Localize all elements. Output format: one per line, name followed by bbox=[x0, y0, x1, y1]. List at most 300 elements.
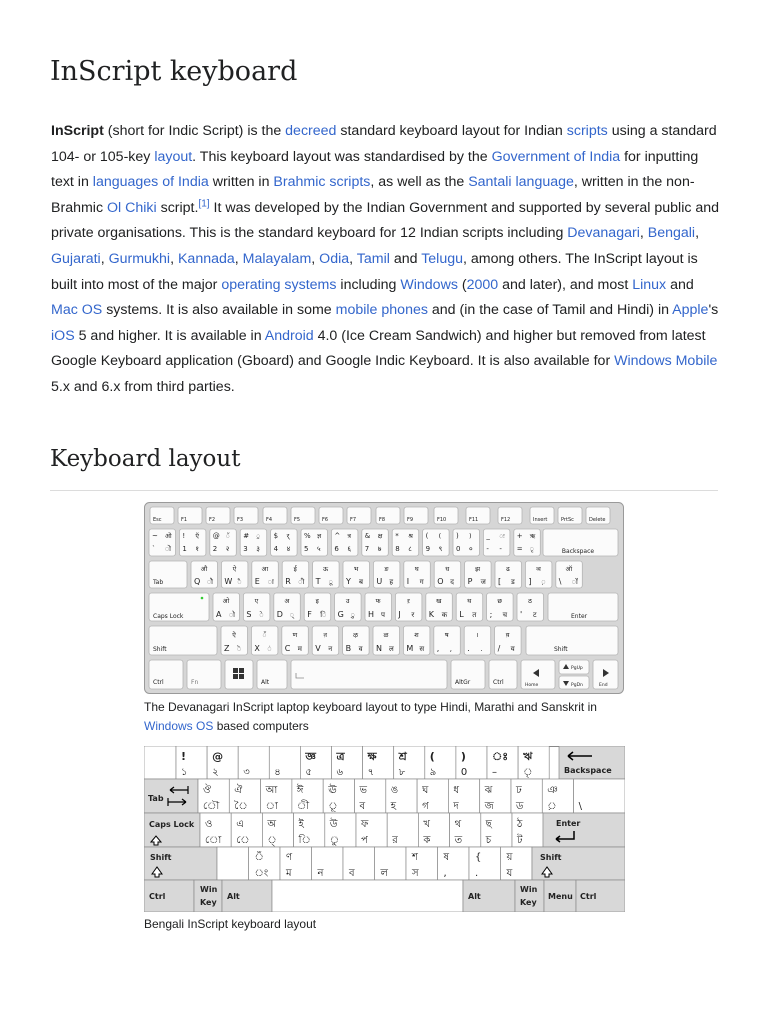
article-link[interactable]: Bengali bbox=[647, 225, 696, 242]
key-label: Menu bbox=[548, 892, 573, 901]
key-label: ন bbox=[317, 868, 324, 879]
key-label: । bbox=[475, 631, 479, 639]
key-label: ত্র bbox=[336, 750, 345, 763]
key-label: ५ bbox=[317, 545, 321, 553]
key-label: Ctrl bbox=[493, 679, 504, 686]
key-label: Key bbox=[520, 898, 537, 907]
key-label: ढ bbox=[506, 565, 510, 573]
windows-os-link[interactable]: Windows OS bbox=[144, 719, 214, 733]
key-label: ) bbox=[456, 532, 459, 540]
key-label: W bbox=[224, 577, 233, 586]
key-label: = bbox=[516, 545, 523, 553]
text-run: , bbox=[170, 250, 178, 267]
key-label: Ctrl bbox=[153, 679, 164, 686]
key-label: T bbox=[315, 577, 321, 586]
key-label: H bbox=[368, 610, 375, 619]
key-label: ० bbox=[469, 545, 473, 553]
key-label: ऴ bbox=[353, 631, 359, 639]
article-link[interactable]: Devanagari bbox=[567, 225, 640, 242]
key-label: X bbox=[254, 644, 260, 653]
key-label: ৌ bbox=[203, 801, 220, 812]
key-label: क्ष bbox=[377, 532, 383, 540]
key-label: ড bbox=[516, 801, 524, 812]
key-label: फ bbox=[375, 597, 381, 605]
key-label: ् bbox=[289, 611, 294, 619]
key-label: ृ bbox=[529, 545, 534, 553]
text-run: , bbox=[100, 250, 109, 267]
text-run: 5 and higher. It is available in bbox=[74, 327, 265, 344]
key-label: ; bbox=[489, 610, 493, 619]
key-label: - bbox=[486, 545, 489, 553]
text-run: including bbox=[336, 276, 401, 293]
key-label: ं bbox=[267, 645, 272, 653]
key-label: ঞ bbox=[547, 785, 558, 796]
key-label: D bbox=[276, 610, 283, 619]
key-label: র bbox=[392, 835, 398, 846]
key-label: ূ bbox=[328, 801, 338, 812]
key-label: E bbox=[254, 577, 260, 586]
key-label: Backspace bbox=[561, 548, 595, 555]
key-label: ফ bbox=[361, 819, 369, 830]
key-label: খ bbox=[423, 819, 430, 830]
text-run: script. bbox=[156, 199, 199, 216]
key-label: Tab bbox=[153, 579, 164, 586]
key-label: M bbox=[406, 644, 414, 653]
article-link[interactable]: scripts bbox=[566, 123, 608, 139]
article-link[interactable]: Tamil bbox=[356, 250, 390, 267]
key-label: य़ bbox=[505, 631, 510, 639]
article-link[interactable]: Santali language bbox=[468, 174, 574, 191]
key-label: স bbox=[412, 868, 419, 879]
key-label: ( bbox=[425, 532, 429, 540]
key-label: त्र bbox=[347, 532, 351, 540]
key-label: ऐ bbox=[232, 565, 237, 573]
key-label: ল bbox=[380, 868, 388, 879]
key-label: ৪ bbox=[274, 767, 281, 778]
key-label: ে bbox=[236, 835, 250, 846]
key-label: र् bbox=[286, 532, 290, 540]
key-label: য bbox=[506, 868, 513, 879]
section-heading-keyboard-layout: Keyboard layout bbox=[50, 446, 241, 472]
key-label: ঠ bbox=[517, 819, 523, 830]
key-label: - bbox=[499, 545, 502, 553]
key-label: ू bbox=[328, 578, 333, 586]
key-label: त bbox=[472, 611, 477, 619]
text-run: using a standard 104- or 105-key bbox=[51, 123, 717, 165]
key-label: ! bbox=[182, 532, 186, 540]
key-label: F10 bbox=[437, 517, 447, 523]
key-label: ख bbox=[436, 597, 442, 605]
key-label: र bbox=[411, 611, 415, 619]
key-label: द bbox=[450, 578, 454, 586]
key-label: ছ bbox=[485, 819, 492, 830]
key-label: Delete bbox=[589, 517, 606, 523]
key-label: / bbox=[497, 644, 501, 653]
text-run: and (in the case of Tamil and Hindi) in bbox=[427, 302, 673, 319]
article-link[interactable]: layout bbox=[154, 148, 193, 165]
key-label: থ bbox=[454, 819, 462, 830]
article-link[interactable]: Gurmukhi bbox=[108, 250, 171, 267]
key-label: ऊ bbox=[323, 565, 329, 573]
key-label: ु bbox=[350, 611, 355, 619]
key-label: L bbox=[459, 610, 464, 619]
text-run: It was developed by the Indian Government and supported by several public and private organisations. This is the standard keyboard for 12 Indian scripts including bbox=[51, 199, 720, 242]
key-label: চ bbox=[485, 835, 492, 846]
bengali-keyboard-figure bbox=[144, 746, 625, 912]
key-label: Enter bbox=[556, 819, 581, 828]
key-label: ঁ bbox=[254, 852, 264, 863]
key-label: क bbox=[441, 611, 448, 619]
key-label: ) bbox=[460, 750, 466, 763]
key bbox=[291, 660, 447, 689]
key-label: 9 bbox=[425, 545, 431, 553]
key-label: ९ bbox=[438, 545, 443, 553]
key-label: ৮ bbox=[398, 767, 406, 778]
key-label: Shift bbox=[150, 853, 172, 862]
key-label: ै bbox=[237, 578, 242, 586]
key-label: P bbox=[467, 577, 473, 586]
section-divider bbox=[50, 490, 718, 491]
key-label: Enter bbox=[571, 613, 588, 620]
key-label: শ্র bbox=[398, 750, 407, 763]
key-label: S bbox=[246, 610, 252, 619]
text-run: systems. It is also available in some bbox=[102, 302, 336, 319]
key-label: . bbox=[467, 644, 470, 653]
key-label: ज bbox=[480, 578, 486, 586]
key-label: + bbox=[516, 532, 523, 540]
key-label: \ bbox=[578, 801, 582, 812]
article-link[interactable]: Windows Mobile bbox=[614, 353, 718, 370]
page-title: InScript keyboard bbox=[50, 56, 298, 87]
key bbox=[272, 880, 463, 912]
key-label: ক্ষ bbox=[367, 750, 377, 763]
key-label: * bbox=[395, 532, 399, 540]
text-run: written in bbox=[208, 174, 274, 191]
key-label: I bbox=[406, 577, 410, 586]
key-label: এ bbox=[236, 819, 244, 830]
key-label: ৃ bbox=[523, 767, 533, 778]
key-label: ঃ bbox=[492, 750, 509, 763]
key bbox=[501, 847, 533, 880]
key-label: ঐ bbox=[234, 785, 243, 796]
key-label: ३ bbox=[256, 545, 260, 553]
key-label: ী bbox=[296, 801, 310, 812]
key-label: झ bbox=[475, 565, 481, 573]
key-label: ई bbox=[293, 565, 297, 573]
key-label: ॆ bbox=[237, 645, 242, 653]
devanagari-keyboard-figure bbox=[144, 502, 624, 694]
article-link[interactable]: Android bbox=[264, 327, 314, 344]
key-label: V bbox=[315, 644, 321, 653]
key-label: PgDn bbox=[571, 683, 583, 688]
article-link[interactable]: Mac OS bbox=[51, 302, 103, 319]
key-label: ऋ bbox=[529, 532, 536, 540]
key-label: श bbox=[414, 631, 419, 639]
text-run: , bbox=[639, 225, 648, 242]
key-label: ১ bbox=[181, 767, 188, 778]
key-label: च bbox=[502, 611, 508, 619]
key-label: Caps Lock bbox=[153, 613, 184, 620]
key-label: া bbox=[265, 801, 278, 812]
key-label: K bbox=[428, 610, 435, 619]
key-label: ' bbox=[520, 610, 523, 619]
key-label: PrtSc bbox=[561, 517, 574, 523]
key-label: ट bbox=[533, 611, 537, 619]
key-label: & bbox=[364, 532, 371, 540]
key-label: ौ bbox=[207, 578, 213, 586]
key-label: ग bbox=[419, 578, 424, 586]
key-label: Caps Lock bbox=[149, 820, 195, 829]
key-label: श्र bbox=[408, 532, 413, 540]
intro-paragraph bbox=[51, 119, 721, 401]
text-run: 5.x and 6.x from third parties. bbox=[51, 378, 235, 395]
key-label: C bbox=[284, 644, 291, 653]
key-label: ং bbox=[254, 868, 269, 879]
figure-caption-bengali: Bengali InScript keyboard layout bbox=[144, 917, 317, 931]
key-label: 5 bbox=[304, 545, 309, 553]
text-run: 's bbox=[708, 302, 719, 319]
key-label: ॅ bbox=[225, 532, 230, 540]
article-link[interactable]: mobile phones bbox=[335, 302, 428, 319]
key-label: ऎ bbox=[232, 631, 236, 639]
key-label: Ctrl bbox=[149, 892, 166, 901]
key-label: জ bbox=[484, 801, 494, 812]
key-label: ज्ञ bbox=[317, 532, 322, 540]
key-label: Z bbox=[224, 644, 230, 653]
key-label: छ bbox=[497, 597, 502, 605]
key-label: इ bbox=[315, 597, 319, 605]
key-label: ৫ bbox=[305, 767, 312, 778]
key-label: 2 bbox=[212, 545, 218, 553]
key bbox=[343, 847, 375, 880]
key-label: AltGr bbox=[455, 679, 471, 686]
key-label: ধ bbox=[453, 785, 460, 796]
key-label: म bbox=[297, 645, 302, 653]
key-label: য় bbox=[506, 852, 513, 863]
key bbox=[469, 847, 501, 880]
key bbox=[438, 847, 470, 880]
key-label: ( bbox=[429, 750, 435, 763]
key-label: ভ bbox=[359, 785, 367, 796]
term-bold: InScript bbox=[51, 123, 104, 139]
key-label: Alt bbox=[468, 892, 481, 901]
key-label: Alt bbox=[261, 679, 270, 686]
key-label: , bbox=[443, 868, 447, 879]
key-label: प bbox=[381, 611, 385, 619]
article-link[interactable]: Telugu bbox=[421, 250, 464, 267]
key-label: ः bbox=[499, 532, 505, 540]
key-label: O bbox=[437, 577, 444, 586]
key bbox=[217, 847, 249, 880]
key-label: Shift bbox=[554, 646, 568, 653]
key-label: े bbox=[259, 611, 264, 619]
article-link[interactable]: Gujarati bbox=[51, 250, 101, 267]
key-label: ॉ bbox=[571, 578, 578, 586]
key-label: य bbox=[510, 645, 515, 653]
article-link[interactable]: 2000 bbox=[466, 276, 499, 293]
key-label: ও bbox=[205, 819, 213, 830]
key-label: B bbox=[345, 644, 352, 653]
key-label: R bbox=[285, 577, 291, 586]
key-label: ठ bbox=[528, 597, 532, 605]
key-label: End bbox=[599, 683, 608, 688]
key-label: ६ bbox=[347, 545, 352, 553]
text-run: for inputting text in bbox=[51, 148, 699, 191]
text-run: , among others. The InScript layout is built into most of the major bbox=[51, 250, 698, 293]
key-label: Esc bbox=[153, 517, 162, 523]
article-link[interactable]: iOS bbox=[51, 327, 75, 344]
key-label: _ bbox=[486, 532, 490, 540]
key-label: ঈ bbox=[296, 785, 304, 796]
key-label: ~ bbox=[152, 532, 158, 540]
key-label: . bbox=[475, 868, 479, 879]
key-label: ২ bbox=[212, 767, 219, 778]
key-label: ব bbox=[359, 801, 366, 812]
text-run: . This keyboard layout was standardised by the bbox=[192, 148, 492, 165]
key-label: , bbox=[449, 645, 453, 653]
text-run: standard keyboard layout for Indian bbox=[336, 123, 567, 139]
article-link[interactable]: Windows bbox=[400, 276, 458, 293]
key-label: F bbox=[307, 610, 312, 619]
caps-led bbox=[201, 597, 204, 600]
text-run: , written in the non-Brahmic bbox=[51, 174, 695, 216]
key-label: অ bbox=[267, 819, 277, 830]
key-label: ৯ bbox=[429, 767, 437, 778]
key-label: 6 bbox=[334, 545, 339, 553]
text-run: , bbox=[695, 225, 700, 242]
key-label: १ bbox=[195, 545, 200, 553]
key-label: ८ bbox=[408, 545, 412, 553]
key-label: $ bbox=[273, 532, 279, 540]
key-label: \ bbox=[558, 577, 562, 586]
key-label: ्र bbox=[256, 532, 261, 540]
key-label: @ bbox=[212, 750, 224, 763]
key-label: Shift bbox=[153, 646, 167, 653]
key-label: Win bbox=[520, 885, 538, 894]
key-label: F1 bbox=[181, 517, 188, 523]
key-label: ञ bbox=[535, 565, 541, 573]
key-label: Ctrl bbox=[580, 892, 597, 901]
key-label: F11 bbox=[469, 517, 479, 523]
key-label: F3 bbox=[237, 517, 244, 523]
key-label: ओ bbox=[222, 597, 230, 605]
key bbox=[280, 847, 312, 880]
key-label: ঢ bbox=[516, 785, 522, 796]
key-label: ॊ bbox=[165, 545, 171, 553]
key-label: ] bbox=[528, 577, 532, 586]
key-label: ऱ bbox=[407, 597, 410, 605]
key-label: स bbox=[419, 645, 425, 653]
article-link[interactable]: Apple bbox=[672, 302, 709, 319]
key-label: # bbox=[243, 532, 250, 540]
key-label: ক bbox=[423, 835, 431, 846]
key-label: न bbox=[328, 645, 333, 653]
key-label: आ bbox=[261, 565, 269, 573]
key-label: F12 bbox=[501, 517, 511, 523]
key-label: ) bbox=[469, 532, 472, 540]
article-link[interactable]: Kannada bbox=[177, 250, 235, 267]
key-label: F9 bbox=[407, 517, 414, 523]
key-label: ি bbox=[298, 835, 311, 846]
key-label: U bbox=[376, 577, 383, 586]
key-label: ঝ bbox=[484, 785, 493, 796]
key-label: গ bbox=[422, 801, 429, 812]
key-label: ङ bbox=[384, 565, 389, 573]
key-label: N bbox=[376, 644, 382, 653]
key bbox=[144, 746, 176, 779]
article-link[interactable]: Malayalam bbox=[242, 250, 312, 267]
key-label: Y bbox=[346, 577, 351, 586]
text-run: and bbox=[666, 276, 694, 293]
key-label: अ bbox=[284, 597, 290, 605]
key-label: ७ bbox=[377, 545, 382, 553]
text-run: (short for Indic Script) is the bbox=[103, 123, 286, 139]
key-label: জ্ঞ bbox=[305, 750, 316, 763]
key-label: ि bbox=[320, 611, 327, 619]
key-label: उ bbox=[345, 597, 350, 605]
key-label: ম bbox=[286, 868, 292, 879]
windows-icon bbox=[233, 668, 238, 673]
key-label: व bbox=[358, 645, 363, 653]
key-label: @ bbox=[212, 532, 220, 540]
article-link[interactable]: Brahmic scripts bbox=[273, 174, 371, 191]
key-label: ़ bbox=[541, 578, 546, 586]
text-run: , bbox=[311, 250, 320, 267]
key-label: PgUp bbox=[571, 666, 583, 671]
article-link[interactable]: operating systems bbox=[221, 276, 337, 293]
key-label: थ bbox=[467, 597, 472, 605]
key bbox=[312, 847, 344, 880]
key-label: Key bbox=[200, 898, 217, 907]
key-label: ४ bbox=[286, 545, 291, 553]
key-label: ু bbox=[329, 835, 340, 846]
key-label: F2 bbox=[209, 517, 216, 523]
key-label: घ bbox=[414, 565, 419, 573]
key-label: প bbox=[361, 835, 368, 846]
key-label: Backspace bbox=[564, 766, 612, 775]
key-label: ই bbox=[298, 819, 304, 830]
key-label: ळ bbox=[383, 631, 389, 639]
text-run: , bbox=[234, 250, 243, 267]
article-link[interactable]: Linux bbox=[632, 276, 667, 293]
key-label: F7 bbox=[350, 517, 357, 523]
article-link[interactable]: Ol Chiki bbox=[106, 199, 157, 216]
key-label: ! bbox=[181, 750, 187, 763]
article-link[interactable]: Odia bbox=[319, 250, 350, 267]
key bbox=[526, 626, 618, 655]
key-label: ऑ bbox=[565, 565, 573, 573]
key-label: Alt bbox=[227, 892, 240, 901]
article-link[interactable]: Government of India bbox=[491, 148, 621, 165]
key-label: হ bbox=[390, 801, 397, 812]
citation-ref[interactable]: [1] bbox=[198, 198, 210, 210]
key-label: ` bbox=[152, 545, 156, 553]
key-label: ৬ bbox=[336, 767, 344, 778]
key-label: ब bbox=[359, 578, 363, 586]
key-label: ण bbox=[292, 631, 298, 639]
key-label: ल bbox=[389, 645, 394, 653]
key-label: G bbox=[337, 610, 344, 619]
text-run: , bbox=[349, 250, 357, 267]
key-label: , bbox=[436, 644, 440, 653]
key-label: ो bbox=[229, 611, 235, 619]
key-label: ष bbox=[444, 631, 449, 639]
key-label: ঊ bbox=[328, 785, 337, 796]
key-label: . bbox=[480, 645, 483, 653]
article-link[interactable]: decreed bbox=[285, 123, 337, 139]
article-link[interactable]: languages of India bbox=[92, 174, 209, 191]
key-label: 0 bbox=[460, 767, 468, 778]
